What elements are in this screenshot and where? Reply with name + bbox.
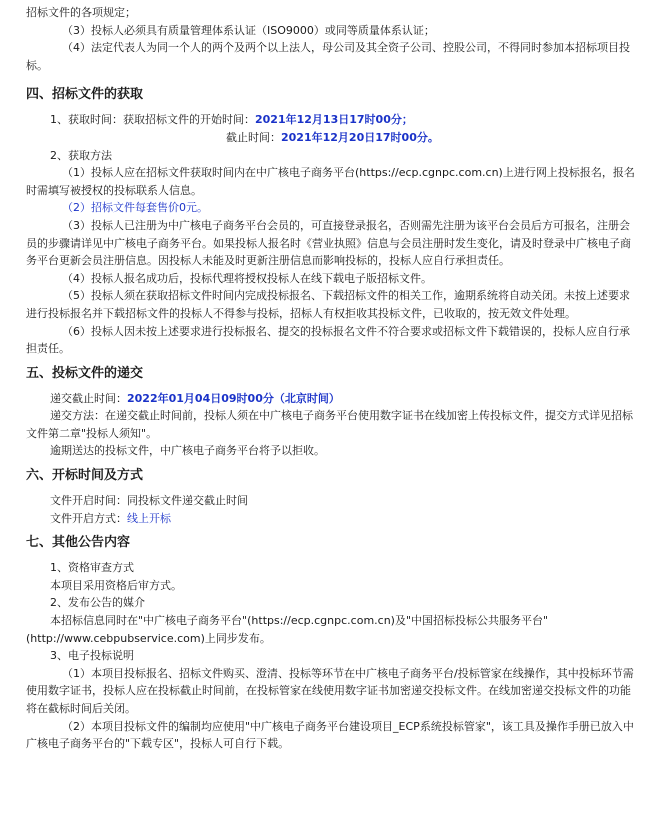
s6-method bbox=[26, 510, 639, 528]
s4-para-4: （4）投标人报名成功后，投标代理将授权投标人在线下载电子版招标文件。 bbox=[62, 271, 432, 285]
s5-method: 递交方法：在递交截止时间前，投标人须在中广核电子商务平台使用数字证书在线加密上传投标文件，提交方式详见招标文件第二章"投标人须知"。 bbox=[26, 409, 633, 440]
s7-item-1-text: 本项目采用资格后审方式。 bbox=[50, 578, 182, 592]
s5-deadline bbox=[26, 390, 639, 408]
s5-late: 逾期送达的投标文件，中广核电子商务平台将予以拒收。 bbox=[50, 444, 325, 458]
s5-deadline-value: 2022年01月04日09时00分（北京时间） bbox=[127, 391, 340, 405]
s4-time-end-value: 2021年12月20日17时00分。 bbox=[281, 130, 439, 144]
s7-item-1-title: 1、资格审查方式 bbox=[50, 561, 134, 575]
s7-item-2-title: 2、发布公告的媒介 bbox=[50, 596, 145, 610]
top-line-1: 招标文件的各项规定； bbox=[26, 6, 136, 19]
s4-time-start-label: 1、获取时间：获取招标文件的开始时间： bbox=[50, 113, 255, 127]
s6-method-label: 文件开启方式： bbox=[50, 511, 127, 525]
s4-time-end-label: 截止时间： bbox=[226, 130, 281, 144]
top-line-3: （4）法定代表人为同一个人的两个及两个以上法人，母公司及其全资子公司、控股公司，不得同时参加本招标项目投标。 bbox=[26, 41, 630, 72]
s4-para-3: （3）投标人已注册为中广核电子商务平台会员的，可直接登录报名，否则需先注册为该平台会员后方可报名，注册会员的步骤请详见中广核电子商务平台。如果投标人报名时《营业执照》信息与会员注册时发生变化，请及时登录中广核电子商务平台更新会员注册信息。因投标人未能及时更新注册信息而影响投标的，投标人应自行承担责任。 bbox=[26, 218, 631, 268]
s7-item-3-para-2: （2）本项目投标文件的编制均应使用"中广核电子商务平台建设项目_ECP系统投标管家"，该工具及操作手册已放入中广核电子商务平台的"下载专区"，投标人可自行下载。 bbox=[26, 719, 634, 751]
s4-para-6: （6）投标人因未按上述要求进行投标报名、提交的投标报名文件不符合要求或招标文件下载错误的，投标人应自行承担责任。 bbox=[26, 324, 630, 356]
s4-para-1: （1）投标人应在招标文件获取时间内在中广核电子商务平台(https://ecp.cgnpc.com.cn)上进行网上投标报名，报名时需填写被授权的投标联系人信息。 bbox=[26, 166, 635, 197]
s5-deadline-label: 递交截止时间： bbox=[50, 391, 127, 405]
s4-time-end bbox=[26, 129, 639, 147]
s4-para-5: （5）投标人须在获取招标文件时间内完成投标报名、下载招标文件的相关工作，逾期系统将自动关闭。未按上述要求进行投标报名并下载招标文件的投标人不得参与投标，招标人有权拒收其投标文件，已收取的，按无效文件处理。 bbox=[26, 289, 630, 320]
s4-method-title: 2、获取方法 bbox=[50, 148, 112, 162]
s7-item-2-text: 本招标信息同时在"中广核电子商务平台"(https://ecp.cgnpc.com.cn)及"中国招标投标公共服务平台"(http://www.cebpubservice.com)上同步发布。 bbox=[26, 614, 549, 645]
s6-time: 文件开启时间：同投标文件递交截止时间 bbox=[50, 494, 248, 508]
s4-para-2: （2）招标文件每套售价0元。 bbox=[62, 201, 208, 215]
section-5-heading: 五、投标文件的递交 bbox=[26, 365, 144, 381]
section-6-heading: 六、开标时间及方式 bbox=[26, 468, 144, 484]
s4-time-start-value: 2021年12月13日17时00分； bbox=[255, 113, 413, 127]
s6-method-value: 线上开标 bbox=[127, 511, 171, 525]
s7-item-3-para-1: （1）本项目投标报名、招标文件购买、澄清、投标等环节在中广核电子商务平台/投标管家在线操作，其中投标环节需使用数字证书，投标人应在投标截止时间前，在投标管家在线使用数字证书加密递交投标文件。在线加密递交投标文件的功能将在截标时间后关闭。 bbox=[26, 666, 634, 715]
s7-item-3-title: 3、电子投标说明 bbox=[50, 649, 134, 663]
s4-time-start bbox=[26, 111, 639, 129]
top-line-2: （3）投标人必须具有质量管理体系认证（ISO9000）或同等质量体系认证； bbox=[62, 23, 435, 37]
section-7-heading: 七、其他公告内容 bbox=[26, 535, 131, 551]
section-4-heading: 四、招标文件的获取 bbox=[26, 87, 144, 103]
